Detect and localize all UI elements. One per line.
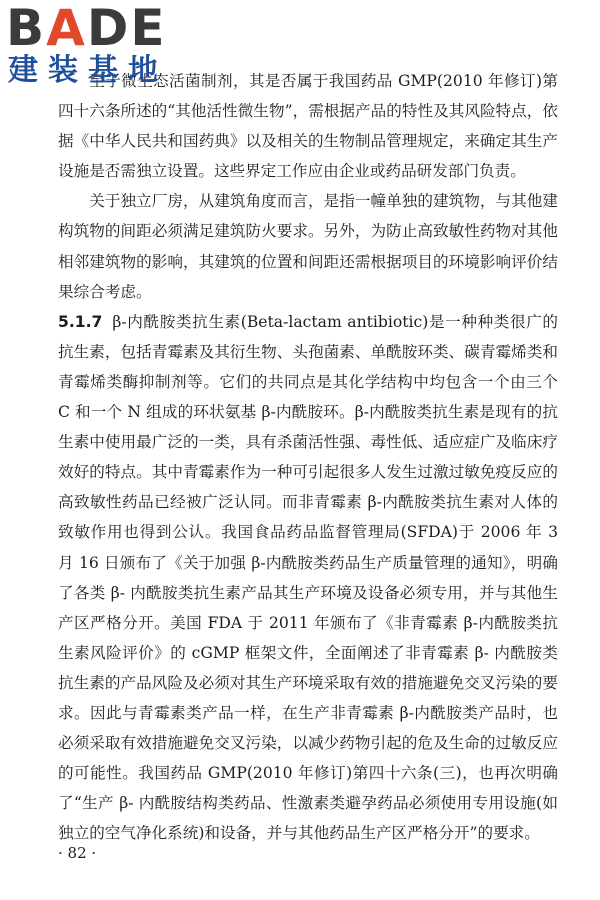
logo-letters: DE (86, 0, 167, 57)
paragraph-microbial: 至于微生态活菌制剂，其是否属于我国药品 GMP(2010 年修订)第四十六条所述的“其他活性微生物”，需根据产品的特性及其风险特点，依据《中华人民共和国药典》以及相关的生物制品管理规定，来确定其生产设施是否需独立设置。这些界定工作应由企业或药品研发部门负责。 (58, 72, 558, 181)
page-number: · 82 · (58, 844, 97, 862)
section-number: 5.1.7 (58, 312, 103, 331)
logo-letter: B (6, 0, 47, 57)
logo (6, 2, 186, 94)
logo-accent-letter: A (46, 0, 87, 57)
section-text: β-内酰胺类抗生素(Beta-lactam antibiotic)是一种种类很广的抗生素，包括青霉素及其衍生物、头孢菌素、单酰胺环类、碳青霉烯类和青霉烯类酶抑制剂等。它们的共同点是其化学结构中均包含一个由三个 C 和一个 N 组成的环状氨基 β-内酰胺环。β-内酰胺类抗生素是现有的抗生素中使用最广泛的一类，具有杀菌活性强、毒性低、适应症广及临床疗效好的特点。其中青霉素作为一种可引起很多人发生过激过敏免疫反应的高致敏性药品已经被广泛认同。而非青霉素 β-内酰胺类抗生素对人体的致敏作用也得到公认。我国食品药品监督管理局(SFDA)于 2006 年 3 月 16 日颁布了《关于加强 β-内酰胺类药品生产质量管理的通知》，明确了各类 β- 内酰胺类抗生素产品其生产环境及设备必须专用，并与其他生产区严格分开。美国 FDA 于 2011 年颁布了《非青霉素 β-内酰胺类抗生素风险评价》的 cGMP 框架文件，全面阐述了非青霉素 β- 内酰胺类抗生素的产品风险及必须对其生产环境采取有效的措施避免交叉污染的要求。因此与青霉素类产品一样，在生产非青霉素 β-内酰胺类产品时，也必须采取有效措施避免交叉污染，以减少药物引起的危及生命的过敏反应的可能性。我国药品 GMP(2010 年修订)第四十六条(三)，也再次明确了“生产 β- 内酰胺结构类药品、性激素类避孕药品必须使用专用设施(如独立的空气净化系统)和设备，并与其他药品生产区严格分开”的要求。 (58, 312, 558, 843)
paragraph-beta-lactam (58, 307, 558, 849)
document-body (58, 66, 558, 848)
logo-subtitle: 建装基地 (8, 53, 168, 88)
paragraph-independent-building: 关于独立厂房，从建筑角度而言，是指一幢单独的建筑物，与其他建构筑物的间距必须满足建筑防火要求。另外，为防止高致敏性药物对其他相邻建筑物的影响，其建筑的位置和间距还需根据项目的环境影响评价结果综合考虑。 (58, 192, 558, 301)
logo-wordmark (6, 0, 186, 57)
